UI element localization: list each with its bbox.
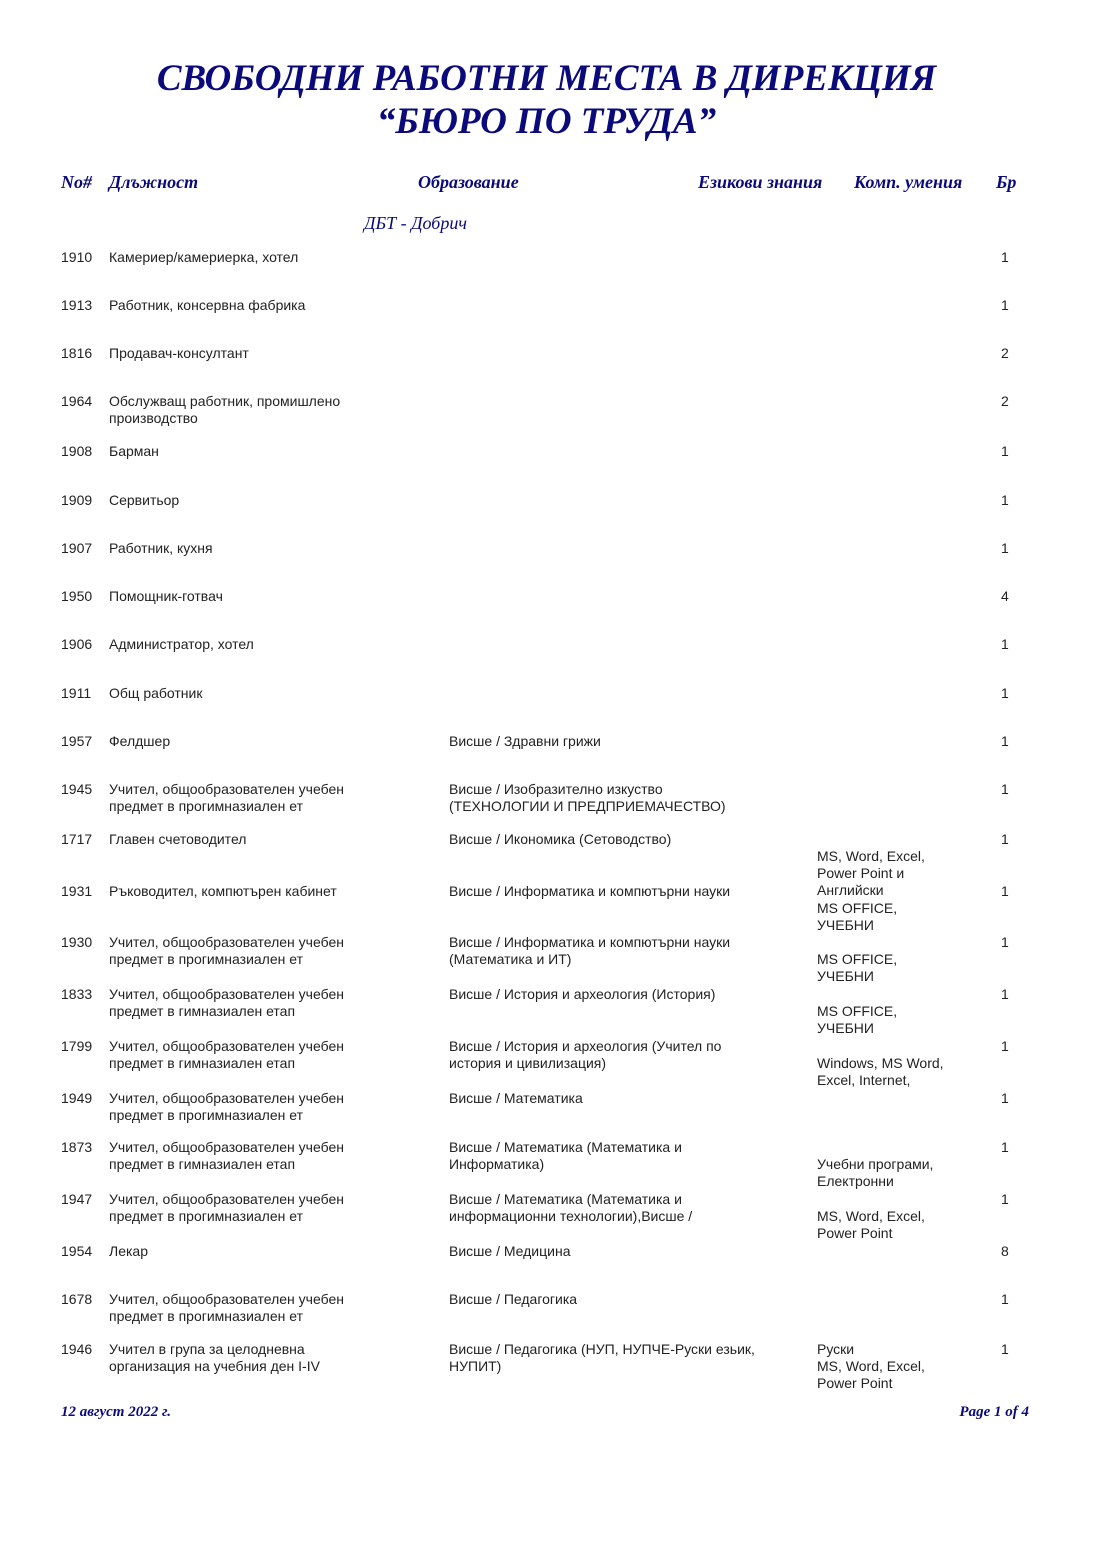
job-computer-skills: MS, Word, Excel, Power Point и Английски — [817, 848, 925, 898]
job-number: 1949 — [61, 1090, 93, 1106]
job-education: Висше / История и археология (История) — [449, 986, 716, 1002]
job-count: 1 — [1001, 1090, 1009, 1106]
column-header-computer: Комп. умения — [854, 172, 963, 192]
job-count: 1 — [1001, 443, 1009, 459]
job-computer-skills: MS OFFICE, УЧЕБНИ — [817, 951, 898, 984]
job-education: Висше / Математика — [449, 1090, 583, 1106]
job-count: 1 — [1001, 249, 1009, 265]
job-position: Учител, общообразователен учебен предмет в прогимназиален ет — [109, 1191, 344, 1224]
job-count: 1 — [1001, 1038, 1009, 1054]
job-computer-skills: Windows, MS Word, Excel, Internet, — [817, 1055, 944, 1088]
job-computer-skills: MS OFFICE, УЧЕБНИ — [817, 1003, 898, 1036]
job-number: 1678 — [61, 1291, 93, 1307]
column-header-education: Образование — [418, 172, 519, 192]
job-number: 1957 — [61, 733, 93, 749]
column-header-languages: Езикови знания — [698, 172, 823, 192]
job-computer-skills: MS, Word, Excel, Power Point — [817, 1208, 925, 1241]
job-computer-skills: Учебни програми, Електронни — [817, 1156, 934, 1189]
job-education: Висше / Математика (Математика и информационни технологии),Висше / — [449, 1191, 693, 1224]
job-position: Работник, консервна фабрика — [109, 297, 306, 313]
job-count: 2 — [1001, 393, 1009, 409]
job-number: 1950 — [61, 588, 93, 604]
footer-page-number: Page 1 of 4 — [959, 1404, 1029, 1420]
job-education: Висше / История и археология (Учител по история и цивилизация) — [449, 1038, 722, 1071]
job-position: Камериер/камериерка, хотел — [109, 249, 299, 265]
job-count: 1 — [1001, 831, 1009, 847]
job-position: Фелдшер — [109, 733, 171, 749]
job-count: 1 — [1001, 986, 1009, 1002]
job-position: Учител в група за целодневна организация на учебния ден I-IV — [109, 1341, 320, 1374]
job-position: Учител, общообразователен учебен предмет в прогимназиален ет — [109, 1090, 344, 1123]
job-count: 8 — [1001, 1243, 1009, 1259]
job-number: 1931 — [61, 883, 93, 899]
job-education: Висше / Изобразително изкуство (ТЕХНОЛОГИИ И ПРЕДПРИЕМАЧЕСТВО) — [449, 781, 726, 814]
job-education: Висше / Математика (Математика и Информатика) — [449, 1139, 682, 1172]
page-title-line1: СВОБОДНИ РАБОТНИ МЕСТА В ДИРЕКЦИЯ — [156, 58, 937, 99]
job-computer-skills: MS OFFICE, УЧЕБНИ — [817, 900, 898, 933]
job-position: Учител, общообразователен учебен предмет в прогимназиален ет — [109, 934, 344, 967]
column-header-position: Длъжност — [109, 172, 199, 192]
job-number: 1909 — [61, 492, 93, 508]
job-position: Работник, кухня — [109, 540, 213, 556]
job-count: 1 — [1001, 781, 1009, 797]
job-number: 1947 — [61, 1191, 93, 1207]
job-count: 2 — [1001, 345, 1009, 361]
job-count: 1 — [1001, 297, 1009, 313]
section-title: ДБТ - Добрич — [364, 213, 467, 233]
job-count: 1 — [1001, 636, 1009, 652]
job-education: Висше / Медицина — [449, 1243, 571, 1259]
job-education: Висше / Педагогика — [449, 1291, 578, 1307]
job-number: 1873 — [61, 1139, 93, 1155]
job-number: 1964 — [61, 393, 93, 409]
job-number: 1717 — [61, 831, 93, 847]
job-position: Барман — [109, 443, 159, 459]
job-position: Обслужващ работник, промишлено производство — [109, 393, 341, 426]
job-count: 1 — [1001, 883, 1009, 899]
job-position: Помощник-готвач — [109, 588, 223, 604]
job-education: Висше / Икономика (Сетоводство) — [449, 831, 672, 847]
job-number: 1799 — [61, 1038, 93, 1054]
job-number: 1816 — [61, 345, 93, 361]
job-number: 1907 — [61, 540, 93, 556]
job-education: Висше / Информатика и компютърни науки — [449, 883, 731, 899]
job-count: 4 — [1001, 588, 1009, 604]
job-count: 1 — [1001, 685, 1009, 701]
job-count: 1 — [1001, 1139, 1009, 1155]
job-position: Сервитьор — [109, 492, 180, 508]
job-position: Ръководител, компютърен кабинет — [109, 883, 337, 899]
job-count: 1 — [1001, 733, 1009, 749]
column-header-no: No# — [61, 172, 92, 192]
job-position: Учител, общообразователен учебен предмет в гимназиален етап — [109, 1038, 344, 1071]
job-number: 1946 — [61, 1341, 93, 1357]
job-number: 1833 — [61, 986, 93, 1002]
job-count: 1 — [1001, 1341, 1009, 1357]
job-count: 1 — [1001, 934, 1009, 950]
job-position: Главен счетоводител — [109, 831, 247, 847]
column-header-count: Бр — [996, 172, 1017, 192]
job-education: Висше / Здравни грижи — [449, 733, 601, 749]
job-number: 1910 — [61, 249, 93, 265]
job-education: Висше / Информатика и компютърни науки (Математика и ИТ) — [449, 934, 731, 967]
job-position: Лекар — [109, 1243, 148, 1259]
job-position: Учител, общообразователен учебен предмет в гимназиален етап — [109, 986, 344, 1019]
job-position: Учител, общообразователен учебен предмет в гимназиален етап — [109, 1139, 344, 1172]
job-position: Учител, общообразователен учебен предмет в прогимназиален ет — [109, 781, 344, 814]
job-number: 1911 — [61, 685, 92, 701]
job-number: 1930 — [61, 934, 93, 950]
job-count: 1 — [1001, 492, 1009, 508]
job-number: 1906 — [61, 636, 93, 652]
job-count: 1 — [1001, 1191, 1009, 1207]
job-number: 1954 — [61, 1243, 93, 1259]
job-count: 1 — [1001, 540, 1009, 556]
job-number: 1945 — [61, 781, 93, 797]
job-count: 1 — [1001, 1291, 1009, 1307]
footer-date: 12 август 2022 г. — [61, 1404, 172, 1420]
job-education: Висше / Педагогика (НУП, НУПЧЕ-Руски езьик, НУПИТ) — [449, 1341, 755, 1374]
job-position: Общ работник — [109, 685, 203, 701]
job-number: 1913 — [61, 297, 93, 313]
job-position: Учител, общообразователен учебен предмет в прогимназиален ет — [109, 1291, 344, 1324]
job-position: Продавач-консултант — [109, 345, 249, 361]
page-title-line2: “БЮРО ПО ТРУДА” — [376, 101, 717, 142]
job-number: 1908 — [61, 443, 93, 459]
job-computer-skills: Руски MS, Word, Excel, Power Point — [817, 1341, 925, 1391]
job-position: Администратор, хотел — [109, 636, 254, 652]
